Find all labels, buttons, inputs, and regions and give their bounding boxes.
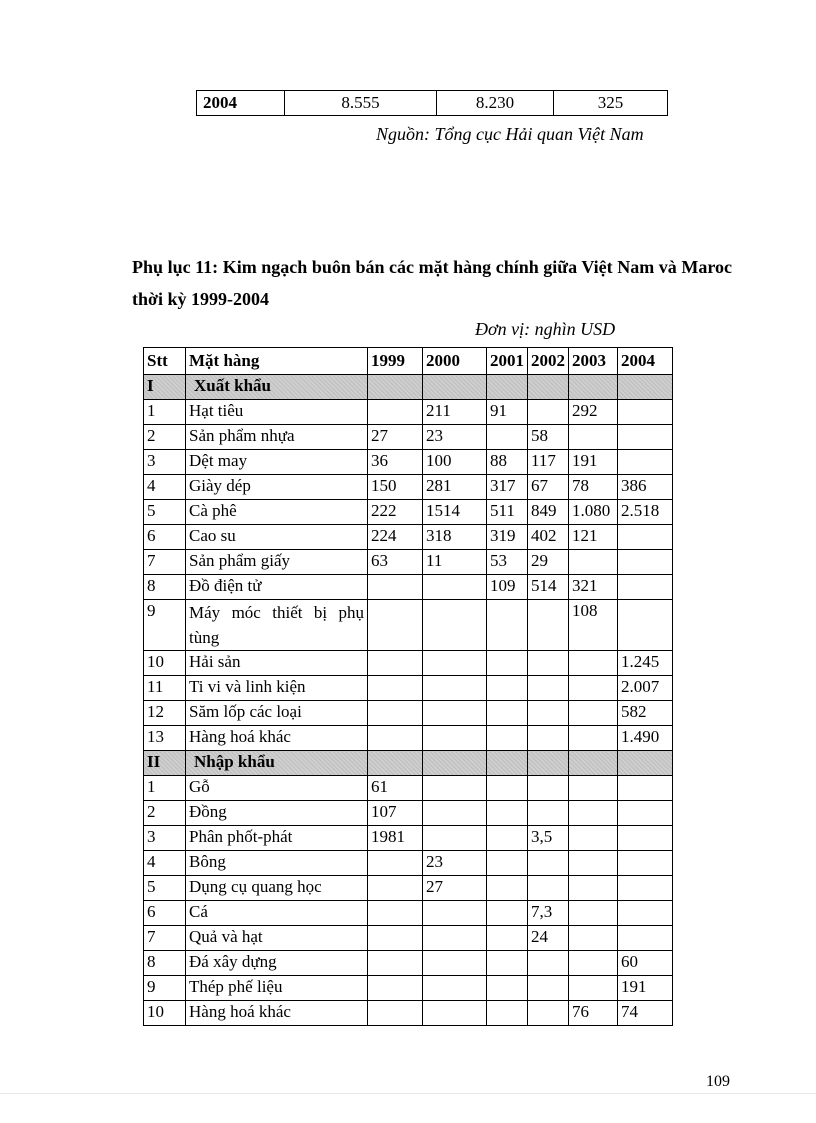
- row-value-2003: [569, 726, 618, 751]
- appendix-title: Phụ lục 11: Kim ngạch buôn bán các mặt hàng chính giữa Việt Nam và Maroc thời kỳ 1999-2004: [132, 257, 732, 309]
- section-label: Xuất khẩu: [186, 375, 368, 400]
- section-empty-cell: [569, 375, 618, 400]
- header-1999: 1999: [368, 348, 423, 375]
- row-value-2001: [487, 676, 528, 701]
- row-value-2004: [618, 575, 673, 600]
- row-value-1999: 61: [368, 776, 423, 801]
- row-value-1999: [368, 575, 423, 600]
- page-edge-divider: [0, 1093, 816, 1094]
- row-value-1999: [368, 851, 423, 876]
- row-value-2003: 121: [569, 525, 618, 550]
- row-value-2001: [487, 726, 528, 751]
- section-row: [144, 751, 673, 776]
- table-row: [144, 550, 673, 575]
- row-value-2000: [423, 726, 487, 751]
- row-value-2001: 511: [487, 500, 528, 525]
- row-value-2004: [618, 550, 673, 575]
- row-value-2003: [569, 701, 618, 726]
- row-value-2004: [618, 801, 673, 826]
- row-value-2000: [423, 676, 487, 701]
- row-value-2003: [569, 676, 618, 701]
- row-value-2000: 318: [423, 525, 487, 550]
- row-value-2004: 74: [618, 1001, 673, 1026]
- row-value-2002: 24: [528, 926, 569, 951]
- section-empty-cell: [423, 375, 487, 400]
- row-value-2002: 7,3: [528, 901, 569, 926]
- row-stt: 9: [144, 976, 186, 1001]
- row-stt: 5: [144, 500, 186, 525]
- row-item-name: Cá: [186, 901, 368, 926]
- row-value-2002: [528, 600, 569, 651]
- row-value-2000: [423, 776, 487, 801]
- row-value-2000: 281: [423, 475, 487, 500]
- row-value-1999: [368, 876, 423, 901]
- row-value-2001: 53: [487, 550, 528, 575]
- row-value-2000: [423, 651, 487, 676]
- row-value-2003: [569, 776, 618, 801]
- table-row: [144, 776, 673, 801]
- row-item-name: Đá xây dựng: [186, 951, 368, 976]
- row-value-2004: [618, 425, 673, 450]
- header-2003: 2003: [569, 348, 618, 375]
- row-value-2004: 60: [618, 951, 673, 976]
- row-stt: 10: [144, 651, 186, 676]
- row-value-2002: [528, 951, 569, 976]
- row-value-2000: [423, 926, 487, 951]
- row-value-2003: [569, 976, 618, 1001]
- row-value-1999: [368, 400, 423, 425]
- row-value-2001: [487, 1001, 528, 1026]
- row-stt: 1: [144, 776, 186, 801]
- row-item-name: Hạt tiêu: [186, 400, 368, 425]
- row-value-2004: 191: [618, 976, 673, 1001]
- header-2000: 2000: [423, 348, 487, 375]
- row-item-name: Sản phẩm giấy: [186, 550, 368, 575]
- row-value-2003: [569, 425, 618, 450]
- row-value-1999: [368, 726, 423, 751]
- row-value-1999: [368, 600, 423, 651]
- row-value-2003: 191: [569, 450, 618, 475]
- row-value-2003: [569, 951, 618, 976]
- table-row: [144, 901, 673, 926]
- row-value-2001: [487, 826, 528, 851]
- row-value-2000: [423, 801, 487, 826]
- table-row: [144, 575, 673, 600]
- row-value-2004: 582: [618, 701, 673, 726]
- row-stt: 7: [144, 550, 186, 575]
- row-value-2000: 23: [423, 851, 487, 876]
- row-value-1999: 1981: [368, 826, 423, 851]
- row-value-2004: 1.245: [618, 651, 673, 676]
- row-value-2000: 211: [423, 400, 487, 425]
- section-empty-cell: [528, 375, 569, 400]
- row-item-name: Sản phẩm nhựa: [186, 425, 368, 450]
- table-row: [144, 450, 673, 475]
- table-header-row: [144, 348, 673, 375]
- row-value-2002: 29: [528, 550, 569, 575]
- table-row: [144, 651, 673, 676]
- table-row: [197, 91, 668, 116]
- table-row: [144, 701, 673, 726]
- row-stt: 10: [144, 1001, 186, 1026]
- value-cell: 325: [554, 91, 668, 116]
- section-empty-cell: [368, 375, 423, 400]
- row-stt: 1: [144, 400, 186, 425]
- row-value-2003: [569, 801, 618, 826]
- source-note: Nguồn: Tổng cục Hải quan Việt Nam: [376, 124, 644, 144]
- row-value-1999: [368, 901, 423, 926]
- row-value-2004: 1.490: [618, 726, 673, 751]
- table-row: [144, 600, 673, 651]
- row-value-2004: [618, 525, 673, 550]
- table-row: [144, 801, 673, 826]
- row-value-2002: [528, 801, 569, 826]
- row-item-name: Thép phế liệu: [186, 976, 368, 1001]
- row-value-2001: [487, 851, 528, 876]
- row-value-2002: [528, 701, 569, 726]
- row-value-2001: [487, 876, 528, 901]
- row-stt: 9: [144, 600, 186, 651]
- row-value-2002: [528, 400, 569, 425]
- row-value-2003: [569, 926, 618, 951]
- row-item-name: Máy móc thiết bị phụ tùng: [186, 600, 368, 651]
- row-stt: 2: [144, 801, 186, 826]
- row-value-2004: [618, 600, 673, 651]
- row-value-2001: [487, 425, 528, 450]
- header-2001: 2001: [487, 348, 528, 375]
- table-row: [144, 876, 673, 901]
- section-empty-cell: [618, 375, 673, 400]
- row-value-2001: 317: [487, 475, 528, 500]
- row-value-2004: [618, 826, 673, 851]
- section-empty-cell: [528, 751, 569, 776]
- row-item-name: Hải sản: [186, 651, 368, 676]
- row-value-2001: [487, 976, 528, 1001]
- row-value-2002: [528, 976, 569, 1001]
- row-value-2001: 88: [487, 450, 528, 475]
- row-item-name: Cà phê: [186, 500, 368, 525]
- row-value-1999: 150: [368, 475, 423, 500]
- table-row: [144, 676, 673, 701]
- row-value-2003: 292: [569, 400, 618, 425]
- row-value-2000: 23: [423, 425, 487, 450]
- row-stt: 4: [144, 851, 186, 876]
- table-row: [144, 926, 673, 951]
- row-value-1999: 107: [368, 801, 423, 826]
- trade-items-table: [143, 347, 673, 1026]
- header-stt: Stt: [144, 348, 186, 375]
- row-value-2000: 27: [423, 876, 487, 901]
- row-value-2003: [569, 851, 618, 876]
- row-value-2003: [569, 826, 618, 851]
- row-value-2000: [423, 1001, 487, 1026]
- row-value-1999: 63: [368, 550, 423, 575]
- table-row: [144, 400, 673, 425]
- row-item-name: Ti vi và linh kiện: [186, 676, 368, 701]
- row-value-2001: 109: [487, 575, 528, 600]
- value-cell: 8.555: [285, 91, 437, 116]
- table-row: [144, 425, 673, 450]
- section-empty-cell: [487, 375, 528, 400]
- row-value-1999: 36: [368, 450, 423, 475]
- section-empty-cell: [487, 751, 528, 776]
- section-id: I: [144, 375, 186, 400]
- table-row: [144, 475, 673, 500]
- row-item-name: Quả và hạt: [186, 926, 368, 951]
- row-item-name: Hàng hoá khác: [186, 1001, 368, 1026]
- row-value-2000: [423, 901, 487, 926]
- row-stt: 11: [144, 676, 186, 701]
- row-value-2001: 319: [487, 525, 528, 550]
- row-stt: 3: [144, 450, 186, 475]
- section-row: [144, 375, 673, 400]
- unit-note: Đơn vị: nghìn USD: [475, 319, 616, 339]
- row-value-2002: 849: [528, 500, 569, 525]
- row-value-2003: [569, 876, 618, 901]
- row-item-name: Hàng hoá khác: [186, 726, 368, 751]
- row-value-2003: 78: [569, 475, 618, 500]
- row-value-1999: [368, 976, 423, 1001]
- row-value-2004: [618, 400, 673, 425]
- table-row: [144, 525, 673, 550]
- row-value-1999: [368, 1001, 423, 1026]
- row-value-2000: [423, 976, 487, 1001]
- header-2004: 2004: [618, 348, 673, 375]
- row-value-2001: [487, 776, 528, 801]
- row-value-2002: 117: [528, 450, 569, 475]
- row-stt: 3: [144, 826, 186, 851]
- row-value-2001: [487, 600, 528, 651]
- table-row: [144, 976, 673, 1001]
- section-empty-cell: [569, 751, 618, 776]
- row-value-2000: 100: [423, 450, 487, 475]
- table-row: [144, 1001, 673, 1026]
- row-value-2004: [618, 876, 673, 901]
- row-value-2000: [423, 600, 487, 651]
- row-value-2002: [528, 726, 569, 751]
- row-stt: 6: [144, 525, 186, 550]
- row-value-2002: [528, 851, 569, 876]
- row-value-2002: 58: [528, 425, 569, 450]
- row-item-name: Đồng: [186, 801, 368, 826]
- row-value-2004: 386: [618, 475, 673, 500]
- row-value-2002: [528, 776, 569, 801]
- row-value-2000: 1514: [423, 500, 487, 525]
- row-value-1999: [368, 676, 423, 701]
- row-item-name: Phân phốt-phát: [186, 826, 368, 851]
- row-stt: 6: [144, 901, 186, 926]
- row-value-2003: 108: [569, 600, 618, 651]
- row-value-2003: 321: [569, 575, 618, 600]
- row-value-2003: [569, 901, 618, 926]
- row-value-2003: 1.080: [569, 500, 618, 525]
- row-value-2001: [487, 801, 528, 826]
- row-value-2002: 514: [528, 575, 569, 600]
- table-body: [144, 375, 673, 1026]
- row-item-name: Đồ điện tử: [186, 575, 368, 600]
- table-row: [144, 726, 673, 751]
- section-empty-cell: [423, 751, 487, 776]
- row-value-2002: 67: [528, 475, 569, 500]
- table-row: [144, 826, 673, 851]
- row-value-1999: [368, 926, 423, 951]
- section-empty-cell: [368, 751, 423, 776]
- row-stt: 12: [144, 701, 186, 726]
- value-cell: 8.230: [437, 91, 554, 116]
- row-value-1999: [368, 651, 423, 676]
- row-value-2001: [487, 901, 528, 926]
- row-value-2001: [487, 701, 528, 726]
- row-stt: 5: [144, 876, 186, 901]
- row-value-1999: 222: [368, 500, 423, 525]
- row-value-1999: [368, 951, 423, 976]
- row-value-2004: [618, 776, 673, 801]
- row-value-2001: 91: [487, 400, 528, 425]
- row-value-2000: [423, 701, 487, 726]
- row-value-1999: 224: [368, 525, 423, 550]
- row-item-name: Giày dép: [186, 475, 368, 500]
- year-cell: 2004: [197, 91, 285, 116]
- section-label: Nhập khẩu: [186, 751, 368, 776]
- row-stt: 8: [144, 575, 186, 600]
- row-value-1999: [368, 701, 423, 726]
- table-row: [144, 500, 673, 525]
- row-value-1999: 27: [368, 425, 423, 450]
- row-item-name: Gỗ: [186, 776, 368, 801]
- row-stt: 8: [144, 951, 186, 976]
- row-value-2004: [618, 926, 673, 951]
- row-item-name: Dệt may: [186, 450, 368, 475]
- row-value-2000: [423, 951, 487, 976]
- row-value-2002: [528, 676, 569, 701]
- row-item-name: Săm lốp các loại: [186, 701, 368, 726]
- page-number: 109: [706, 1073, 730, 1090]
- row-value-2000: [423, 826, 487, 851]
- row-value-2003: [569, 550, 618, 575]
- section-id: II: [144, 751, 186, 776]
- row-stt: 13: [144, 726, 186, 751]
- row-item-name: Dụng cụ quang học: [186, 876, 368, 901]
- row-value-2004: [618, 851, 673, 876]
- row-value-2000: 11: [423, 550, 487, 575]
- row-value-2003: [569, 651, 618, 676]
- row-value-2004: 2.518: [618, 500, 673, 525]
- row-value-2004: 2.007: [618, 676, 673, 701]
- table-row: [144, 851, 673, 876]
- row-value-2002: 402: [528, 525, 569, 550]
- header-2002: 2002: [528, 348, 569, 375]
- row-value-2001: [487, 651, 528, 676]
- row-value-2004: [618, 901, 673, 926]
- row-value-2004: [618, 450, 673, 475]
- row-value-2002: [528, 876, 569, 901]
- section-empty-cell: [618, 751, 673, 776]
- top-summary-table: [196, 90, 668, 116]
- row-value-2001: [487, 951, 528, 976]
- row-value-2001: [487, 926, 528, 951]
- row-value-2002: [528, 1001, 569, 1026]
- row-item-name: Cao su: [186, 525, 368, 550]
- row-value-2002: [528, 651, 569, 676]
- row-stt: 4: [144, 475, 186, 500]
- row-value-2000: [423, 575, 487, 600]
- row-value-2003: 76: [569, 1001, 618, 1026]
- header-item: Mặt hàng: [186, 348, 368, 375]
- row-stt: 2: [144, 425, 186, 450]
- row-item-name: Bông: [186, 851, 368, 876]
- row-value-2002: 3,5: [528, 826, 569, 851]
- table-row: [144, 951, 673, 976]
- row-stt: 7: [144, 926, 186, 951]
